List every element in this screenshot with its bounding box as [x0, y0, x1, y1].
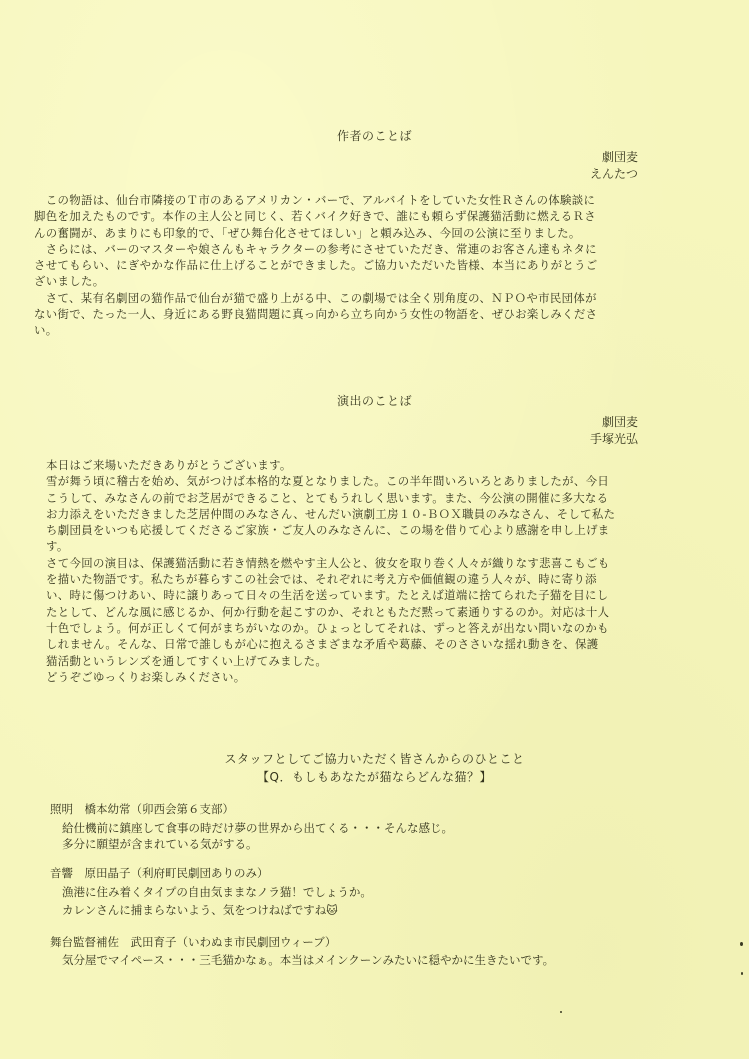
- author-line: さらには、バーのマスターや娘さんもキャラクターの参考にさせていただき、常連のお客さん達もネタに: [34, 241, 597, 256]
- scan-speck: [741, 972, 743, 975]
- director-line: たとして、どんな風に感じるか、何か行動を起こすのか、それともただ黙って素通りするのか。対応は十人: [46, 604, 610, 619]
- director-line: 猫活動というレンズを通してすくい上げてみました。: [46, 653, 328, 668]
- staff-role: 照明: [50, 802, 73, 816]
- author-line: させてもらい、にぎやかな作品に仕上げることができました。ご協力いただいた皆様、本当にありがとうご: [34, 258, 598, 273]
- staff-subheading: 【Q．もしもあなたが猫ならどんな猫？】: [257, 770, 492, 784]
- director-line: こうして、みなさんの前でお芝居ができること、とてもうれしく思います。また、今公演の開催に多大なる: [46, 490, 609, 505]
- scan-speck: [740, 942, 743, 946]
- author-paragraph: [34, 192, 598, 339]
- author-line: 脚色を加えたものです。本作の主人公と同じく、若くバイク好きで、誰にも頼らず保護猫活動に燃えるＲさ: [34, 209, 596, 224]
- staff-member-stage-manager: [50, 934, 336, 950]
- staff-answer-line: 給仕機前に鎮座して食事の時だけ夢の世界から出てくる・・・そんな感じ。: [62, 821, 453, 835]
- staff-heading: スタッフとしてご協力いただく皆さんからのひとこと: [224, 752, 525, 766]
- author-line: さて、某有名劇団の猫作品で仙台が猫で盛り上がる中、この劇場では全く別角度の、ＮＰＯや市民団体が: [34, 290, 597, 305]
- staff-member-sound: [50, 865, 269, 881]
- author-line: ない街で、たった一人、身近にある野良猫問題に真っ向から立ち向かう女性の物語を、ぜひお楽しみくださ: [34, 307, 598, 322]
- staff-answer-line: 多分に願望が含まれている気がする。: [62, 837, 258, 851]
- staff-answer-line: 漁港に住み着くタイプの自由気ままなノラ猫！でしょうか。: [62, 885, 372, 899]
- author-role: 劇団麦: [601, 150, 638, 164]
- staff-role: 舞台監督補佐: [50, 935, 119, 949]
- author-line: い。: [34, 323, 58, 338]
- director-line: 十色でしょう。何が正しくて何がまちがいなのか。ひょっとしてそれは、ずっと答えが出ない問いなのかも: [46, 620, 609, 635]
- director-line: お力添えをいただきました芝居仲間のみなさん、せんだい演劇工房１０-ＢＯＸ職員のみなさん、そして私た: [46, 506, 616, 521]
- staff-name: 原田晶子（利府町民劇団ありのみ）: [84, 866, 269, 880]
- staff-role: 音響: [50, 866, 73, 880]
- director-heading: 演出のことば: [336, 394, 412, 408]
- director-line: ち劇団員をいつも応援してくださるご家族・ご友人のみなさんに、この場を借りて心より感謝を申し上げま: [46, 523, 610, 538]
- author-name: えんたつ: [589, 167, 638, 181]
- director-line: さて今回の演目は、保護猫活動に若き情熱を燃やす主人公と、彼女を取り巻く人々が織りなす悲喜こもごも: [46, 555, 610, 570]
- director-role: 劇団麦: [601, 415, 638, 429]
- author-line: この物語は、仙台市隣接のＴ市のあるアメリカン・バーで、アルバイトをしていた女性Ｒさんの体験談に: [34, 193, 596, 207]
- staff-answer-line-with-emoji: [62, 902, 338, 918]
- staff-member-lighting: [50, 801, 234, 817]
- director-line: い、時に傷つけあい、時に譲りあって日々の生活を送っています。たとえば道端に捨てられた子猫を目にし: [46, 588, 609, 603]
- cat-face-icon: 🐱: [326, 904, 338, 917]
- director-line: 本日はご来場いただきありがとうございます。: [46, 458, 292, 472]
- author-line: ざいました。: [34, 274, 105, 289]
- director-line: 雪が舞う頃に稽古を始め、気がつけば本格的な夏となりました。この半年間いろいろとありましたが、今日: [46, 474, 610, 489]
- director-line: しれません。そんな、日常で誰しもが心に抱えるさまざまな矛盾や葛藤、そのささいな揺れ動きを、保護: [46, 637, 599, 652]
- director-line: どうぞごゆっくりお楽しみください。: [46, 669, 246, 684]
- staff-name: 橋本幼常（卯西会第６支部）: [84, 802, 234, 816]
- author-heading: 作者のことば: [336, 129, 412, 143]
- director-name: 手塚光弘: [589, 432, 638, 446]
- staff-name: 武田育子（いわぬま市民劇団ウィーブ）: [130, 935, 337, 949]
- author-line: んの奮闘が、あまりにも印象的で、「ぜひ舞台化させてほしい」と頼み込み、今回の公演に至りました。: [34, 225, 581, 240]
- staff-answer-text: カレンさんに捕まらないよう、気をつけねばですね: [62, 903, 327, 917]
- director-line: す。: [46, 539, 69, 554]
- director-line: を描いた物語です。私たちが暮らすこの社会では、それぞれに考え方や価値観の違う人々が、時に寄り添: [46, 572, 597, 587]
- director-paragraph: [46, 457, 615, 685]
- scan-speck: [560, 1011, 562, 1013]
- staff-answer-line: 気分屋でマイペース・・・三毛猫かなぁ。本当はメインクーンみたいに穏やかに生きたいです。: [62, 953, 555, 967]
